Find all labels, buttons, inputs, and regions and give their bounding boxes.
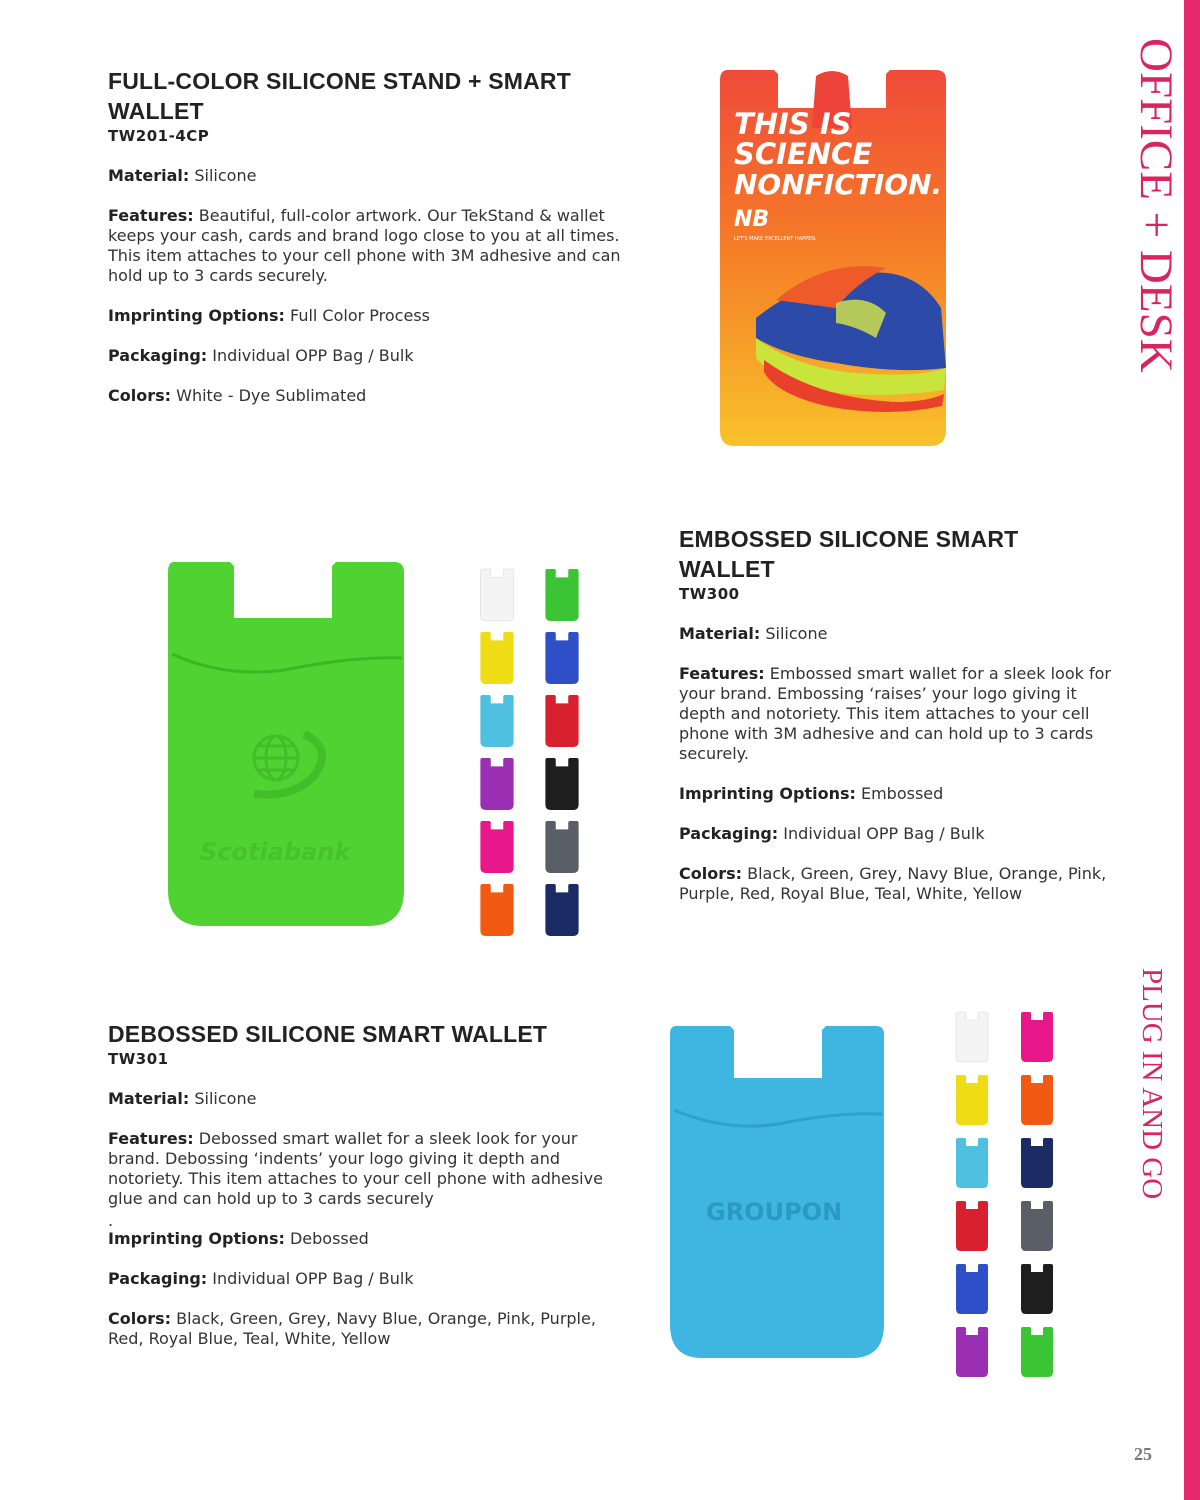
features-row: Features: Embossed smart wallet for a sleek look for your brand. Embossing ‘raises’ your logo giving it depth and notoriety. This item attaches to your cell phone with 3M adhesive and can hold up to 3 cards securely.	[679, 664, 1111, 763]
product-full-color-stand	[108, 66, 628, 406]
color-swatch	[955, 1263, 989, 1319]
color-swatch	[544, 883, 580, 941]
imprinting-row: Imprinting Options: Embossed	[679, 784, 944, 803]
section-label: OFFICE + DESK	[1130, 38, 1182, 373]
color-swatch	[479, 631, 515, 689]
brand-tagline: LET'S MAKE EXCELLENT HAPPEN.	[734, 236, 817, 242]
product-sku: TW201-4CP	[108, 127, 210, 145]
features-row: Features: Beautiful, full-color artwork. Our TekStand & wallet keeps your cash, cards and brand logo close to you at all times. This item attaches to your cell phone with 3M adhesive and can hold up to 3 cards securely.	[108, 206, 621, 285]
product-debossed-wallet	[108, 1019, 608, 1349]
color-swatch	[955, 1074, 989, 1130]
colors-row: Colors: Black, Green, Grey, Navy Blue, Orange, Pink, Purple, Red, Royal Blue, Teal, White, Yellow	[108, 1309, 596, 1348]
color-swatch	[1020, 1263, 1054, 1319]
ad-headline-3: NONFICTION.	[734, 168, 943, 201]
embossed-wallet-image	[164, 558, 408, 930]
product-title: DEBOSSED SILICONE SMART WALLET	[108, 1021, 548, 1047]
material-row: Material: Silicone	[679, 624, 828, 643]
imprinting-row: Imprinting Options: Debossed	[108, 1229, 369, 1248]
color-swatch	[479, 694, 515, 752]
stray-period: .	[108, 1211, 114, 1230]
ad-headline-1: THIS IS	[734, 107, 852, 141]
imprinting-row: Imprinting Options: Full Color Process	[108, 306, 430, 325]
material-row: Material: Silicone	[108, 166, 257, 185]
material-row: Material: Silicone	[108, 1089, 257, 1108]
color-swatch	[479, 820, 515, 878]
brand-logo: NB	[734, 207, 770, 232]
packaging-row: Packaging: Individual OPP Bag / Bulk	[108, 1269, 414, 1288]
embossed-logo-text: Scotiabank	[200, 838, 351, 866]
product-sku: TW301	[108, 1050, 169, 1068]
color-swatch	[544, 568, 580, 626]
color-swatch	[1020, 1074, 1054, 1130]
color-swatch	[955, 1137, 989, 1193]
debossed-logo-text: GROUPON	[706, 1198, 843, 1226]
color-swatch	[479, 883, 515, 941]
section-accent-bar	[1184, 0, 1200, 1500]
color-swatch	[1020, 1137, 1054, 1193]
ad-headline-2: SCIENCE	[734, 137, 873, 171]
product-sku: TW300	[679, 585, 740, 603]
color-swatch	[479, 568, 515, 626]
color-swatch	[1020, 1011, 1054, 1067]
product-embossed-wallet	[679, 524, 1119, 904]
features-row: Features: Debossed smart wallet for a sleek look for your brand. Debossing ‘indents’ your logo giving it depth and notoriety. This item attaches to your cell phone with adhesive glue and can hold up to 3 cards securely	[108, 1129, 603, 1208]
color-swatch	[1020, 1326, 1054, 1382]
color-swatch	[544, 757, 580, 815]
color-swatch	[544, 631, 580, 689]
packaging-row: Packaging: Individual OPP Bag / Bulk	[108, 346, 414, 365]
product-title: EMBOSSED SILICONE SMART WALLET	[679, 526, 1019, 582]
product-title: FULL-COLOR SILICONE STAND + SMART WALLET	[108, 68, 571, 124]
debossed-wallet-image	[666, 1022, 888, 1362]
page-number: 25	[1134, 1444, 1152, 1464]
color-swatch	[479, 757, 515, 815]
color-swatch	[1020, 1200, 1054, 1256]
full-color-wallet-image	[716, 68, 948, 448]
colors-row: Colors: White - Dye Sublimated	[108, 386, 367, 405]
colors-row: Colors: Black, Green, Grey, Navy Blue, Orange, Pink, Purple, Red, Royal Blue, Teal, White, Yellow	[679, 864, 1107, 903]
color-swatch	[955, 1326, 989, 1382]
subsection-label: PLUG IN AND GO	[1136, 968, 1168, 1200]
color-swatch	[955, 1011, 989, 1067]
color-swatch	[544, 694, 580, 752]
color-swatch	[544, 820, 580, 878]
packaging-row: Packaging: Individual OPP Bag / Bulk	[679, 824, 985, 843]
color-swatch	[955, 1200, 989, 1256]
